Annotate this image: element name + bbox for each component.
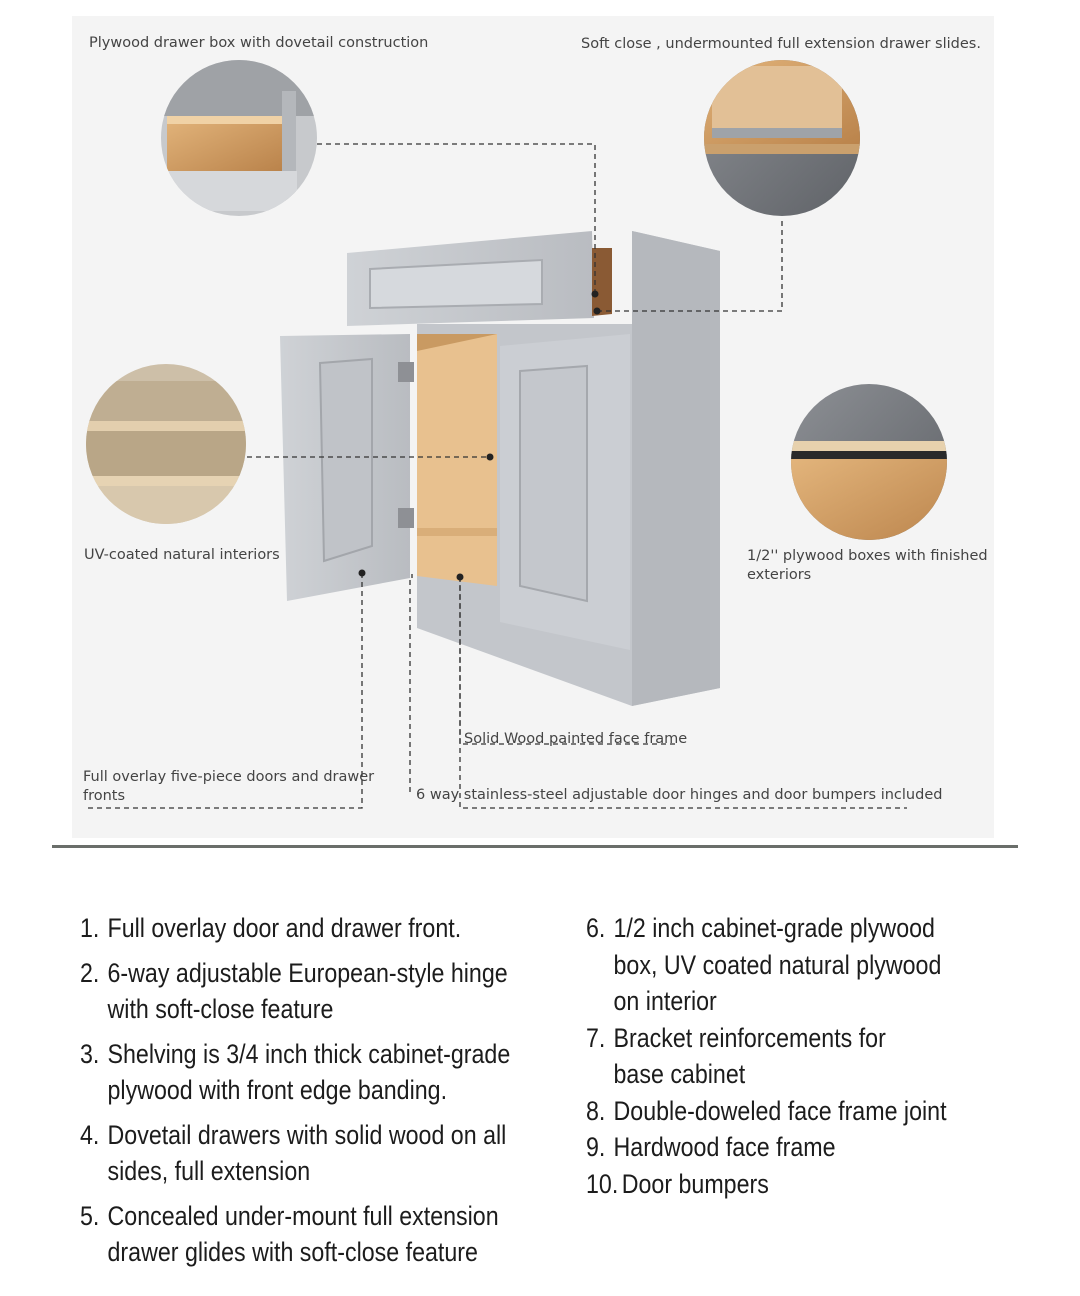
feature-item	[586, 1020, 947, 1093]
feature-text: Dovetail drawers with solid wood on all	[107, 1119, 507, 1150]
drawer-slides-photo	[692, 56, 872, 226]
feature-text: Shelving is 3/4 inch thick cabinet-grade	[107, 1038, 511, 1069]
cabinet-illustration	[72, 16, 994, 838]
feature-item	[586, 910, 947, 1020]
callout-overlay-line2: fronts	[83, 788, 126, 804]
feature-text: Full overlay door and drawer front.	[107, 913, 462, 943]
feature-number: 7.	[586, 1022, 606, 1053]
features-list-left	[80, 910, 510, 1271]
callout-drawer-box: Plywood drawer box with dovetail construction	[89, 35, 429, 51]
feature-number: 5.	[80, 1200, 100, 1231]
feature-number: 4.	[80, 1119, 100, 1150]
feature-text: sides, full extension	[107, 1156, 311, 1186]
feature-item	[586, 1129, 947, 1166]
feature-text: with soft-close feature	[107, 994, 334, 1024]
callout-interiors: UV-coated natural interiors	[84, 547, 280, 563]
feature-text: plywood with front edge banding.	[107, 1075, 448, 1105]
feature-item	[80, 1198, 510, 1271]
plywood-box-photo	[787, 381, 957, 549]
callout-overlay-line1: Full overlay five-piece doors and drawer	[83, 769, 375, 785]
feature-item	[586, 1093, 947, 1130]
feature-text: Bracket reinforcements for	[613, 1022, 886, 1053]
feature-text: base cabinet	[613, 1059, 746, 1089]
interior-shelves-photo	[82, 361, 252, 531]
feature-number: 9.	[586, 1132, 606, 1162]
feature-item	[80, 910, 510, 947]
section-divider	[52, 845, 1018, 848]
feature-item	[80, 955, 510, 1028]
feature-item	[586, 1166, 947, 1203]
feature-item	[80, 1117, 510, 1190]
feature-text: Hardwood face frame	[613, 1132, 836, 1162]
feature-text: on interior	[613, 986, 717, 1016]
feature-item	[80, 1036, 510, 1109]
product-diagram	[72, 16, 994, 838]
callout-hinges: 6 way stainless-steel adjustable door hinges and door bumpers included	[416, 787, 943, 803]
drawer-box-photo	[152, 56, 332, 226]
callout-drawer-slides: Soft close , undermounted full extension drawer slides.	[581, 36, 981, 52]
feature-number: 10.	[586, 1168, 619, 1199]
feature-text: 6-way adjustable European-style hinge	[107, 957, 508, 988]
feature-number: 8.	[586, 1095, 606, 1126]
feature-number: 6.	[586, 913, 606, 943]
callout-plywood-boxes-line2: exteriors	[747, 567, 812, 583]
callout-plywood-boxes-line1: 1/2'' plywood boxes with finished	[747, 548, 988, 564]
feature-text: box, UV coated natural plywood	[613, 949, 942, 980]
feature-text: 1/2 inch cabinet-grade plywood	[613, 913, 935, 943]
feature-text: Door bumpers	[621, 1168, 769, 1199]
feature-number: 2.	[80, 957, 100, 988]
features-list-right	[586, 910, 947, 1202]
feature-number: 1.	[80, 913, 100, 943]
feature-text: Double-doweled face frame joint	[613, 1095, 947, 1126]
feature-text: drawer glides with soft-close feature	[107, 1237, 478, 1267]
feature-text: Concealed under-mount full extension	[107, 1200, 499, 1231]
base-cabinet	[280, 231, 720, 706]
callout-face-frame: Solid Wood painted face frame	[464, 731, 688, 747]
feature-number: 3.	[80, 1038, 100, 1069]
